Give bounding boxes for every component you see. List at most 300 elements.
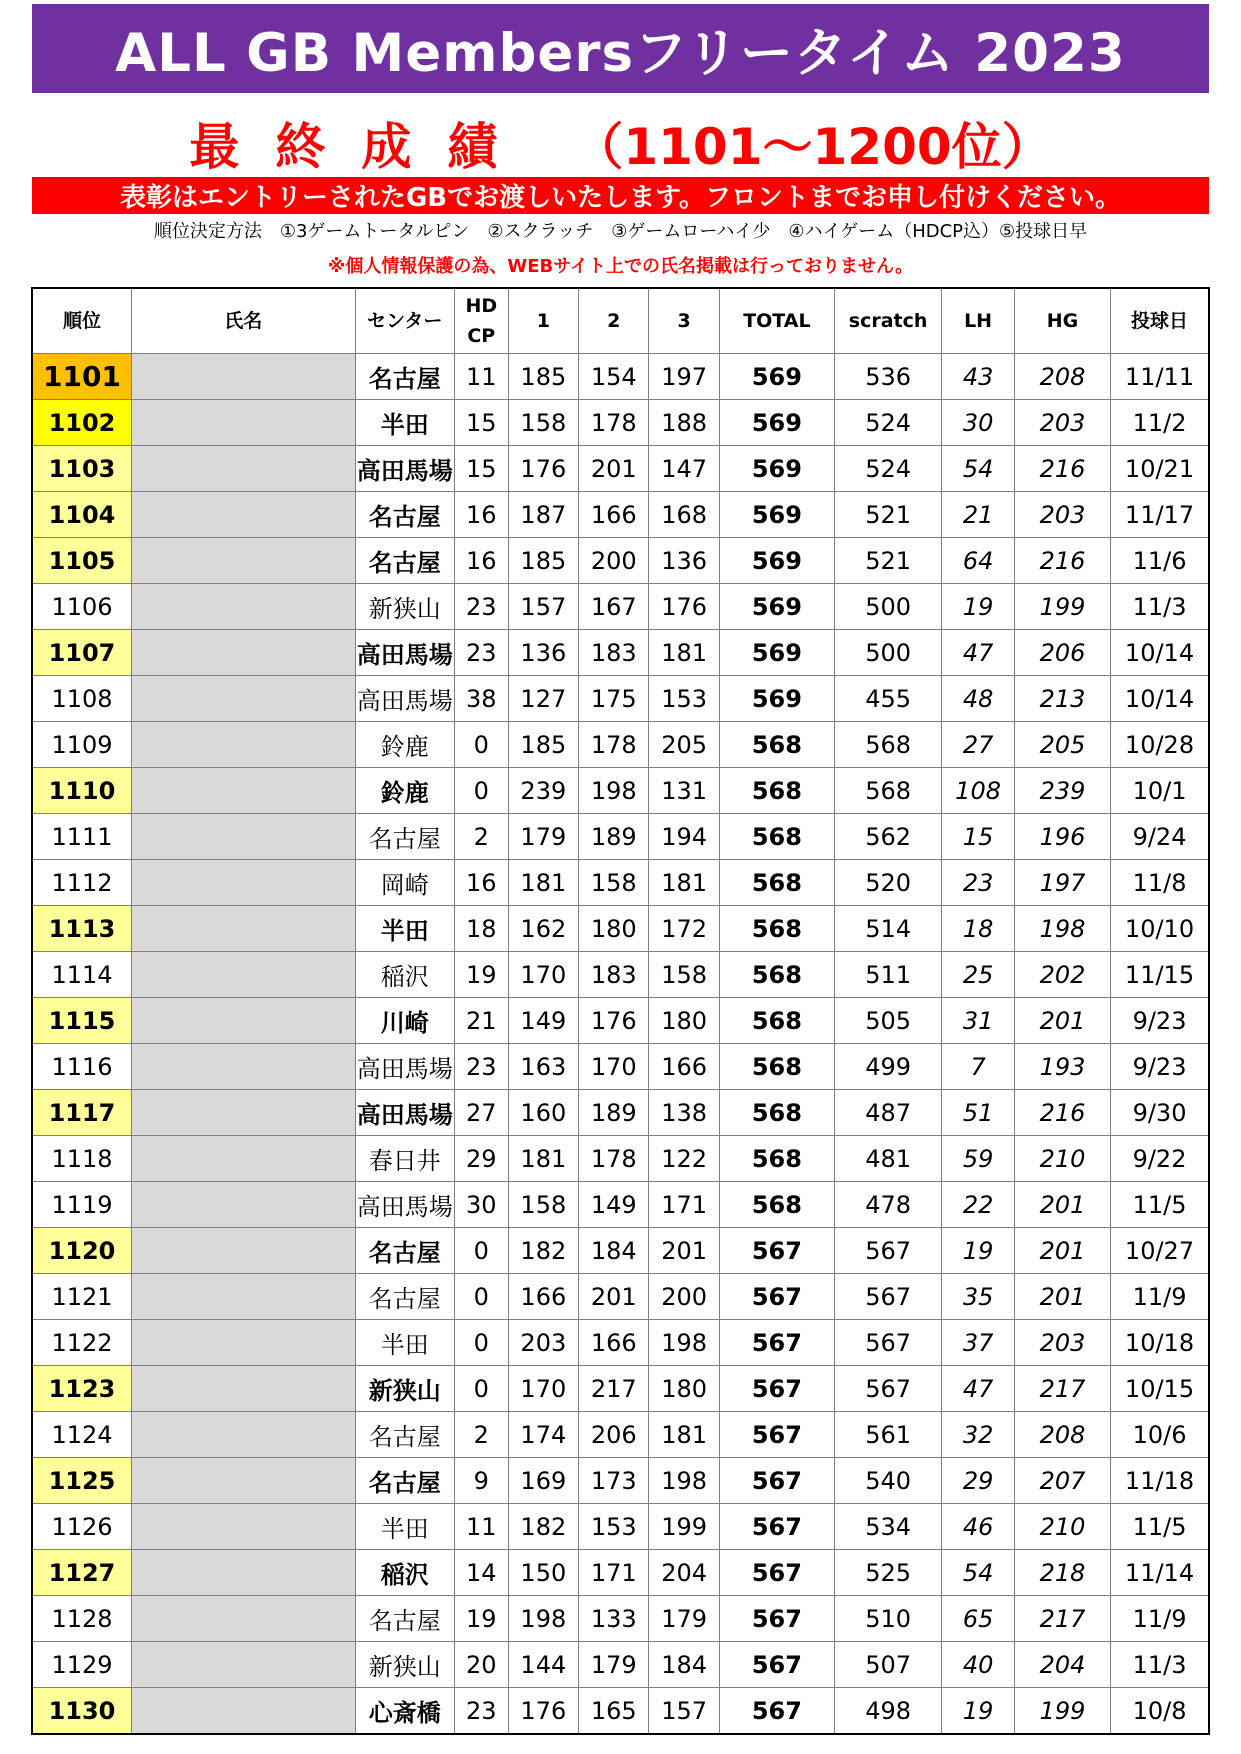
low-high-cell: 43 (942, 354, 1015, 400)
total-cell: 568 (719, 906, 834, 952)
low-high-cell: 18 (942, 906, 1015, 952)
col-header-total: TOTAL (719, 288, 834, 354)
table-row (32, 1550, 1209, 1596)
play-date-cell: 9/24 (1111, 814, 1209, 860)
table-row (32, 446, 1209, 492)
col-header-rank: 順位 (32, 288, 131, 354)
center-cell: 名古屋 (355, 538, 454, 584)
total-cell: 568 (719, 860, 834, 906)
name-cell-redacted (131, 1550, 355, 1596)
rank-cell: 1125 (32, 1458, 131, 1504)
scratch-cell: 455 (834, 676, 941, 722)
low-high-cell: 59 (942, 1136, 1015, 1182)
name-cell-redacted (131, 1596, 355, 1642)
name-cell-redacted (131, 1090, 355, 1136)
game1-cell: 198 (508, 1596, 578, 1642)
game2-cell: 178 (579, 722, 649, 768)
low-high-cell: 35 (942, 1274, 1015, 1320)
name-cell-redacted (131, 676, 355, 722)
low-high-cell: 29 (942, 1458, 1015, 1504)
scratch-cell: 520 (834, 860, 941, 906)
game3-cell: 194 (649, 814, 719, 860)
rank-cell: 1116 (32, 1044, 131, 1090)
hdcp-cell: 19 (454, 952, 508, 998)
hdcp-cell: 27 (454, 1090, 508, 1136)
low-high-cell: 15 (942, 814, 1015, 860)
game2-cell: 183 (579, 952, 649, 998)
rank-cell: 1104 (32, 492, 131, 538)
table-row (32, 1090, 1209, 1136)
high-game-cell: 210 (1014, 1504, 1110, 1550)
scratch-cell: 568 (834, 722, 941, 768)
table-row (32, 1642, 1209, 1688)
low-high-cell: 37 (942, 1320, 1015, 1366)
rank-cell: 1109 (32, 722, 131, 768)
game3-cell: 168 (649, 492, 719, 538)
table-row (32, 492, 1209, 538)
game3-cell: 180 (649, 998, 719, 1044)
total-cell: 569 (719, 400, 834, 446)
game2-cell: 170 (579, 1044, 649, 1090)
game1-cell: 169 (508, 1458, 578, 1504)
hdcp-cell: 0 (454, 1228, 508, 1274)
game3-cell: 176 (649, 584, 719, 630)
scratch-cell: 510 (834, 1596, 941, 1642)
low-high-cell: 46 (942, 1504, 1015, 1550)
center-cell: 鈴鹿 (355, 768, 454, 814)
rank-cell: 1102 (32, 400, 131, 446)
low-high-cell: 31 (942, 998, 1015, 1044)
total-cell: 567 (719, 1274, 834, 1320)
rank-cell: 1110 (32, 768, 131, 814)
total-cell: 567 (719, 1228, 834, 1274)
hdcp-cell: 16 (454, 492, 508, 538)
game2-cell: 200 (579, 538, 649, 584)
scratch-cell: 500 (834, 584, 941, 630)
results-body (32, 354, 1209, 1735)
high-game-cell: 216 (1014, 446, 1110, 492)
game2-cell: 198 (579, 768, 649, 814)
play-date-cell: 10/28 (1111, 722, 1209, 768)
total-cell: 567 (719, 1320, 834, 1366)
scratch-cell: 505 (834, 998, 941, 1044)
scratch-cell: 524 (834, 400, 941, 446)
game2-cell: 175 (579, 676, 649, 722)
high-game-cell: 201 (1014, 1274, 1110, 1320)
total-cell: 567 (719, 1366, 834, 1412)
game3-cell: 179 (649, 1596, 719, 1642)
low-high-cell: 25 (942, 952, 1015, 998)
scratch-cell: 487 (834, 1090, 941, 1136)
low-high-cell: 19 (942, 584, 1015, 630)
game2-cell: 178 (579, 400, 649, 446)
low-high-cell: 30 (942, 400, 1015, 446)
game3-cell: 197 (649, 354, 719, 400)
scratch-cell: 521 (834, 492, 941, 538)
center-cell: 高田馬場 (355, 676, 454, 722)
col-header-game1: 1 (508, 288, 578, 354)
high-game-cell: 206 (1014, 630, 1110, 676)
game1-cell: 181 (508, 1136, 578, 1182)
high-game-cell: 208 (1014, 354, 1110, 400)
game3-cell: 198 (649, 1458, 719, 1504)
game3-cell: 136 (649, 538, 719, 584)
center-cell: 名古屋 (355, 814, 454, 860)
name-cell-redacted (131, 400, 355, 446)
game3-cell: 157 (649, 1688, 719, 1735)
hdcp-cell: 20 (454, 1642, 508, 1688)
low-high-cell: 19 (942, 1688, 1015, 1735)
total-cell: 569 (719, 354, 834, 400)
game2-cell: 167 (579, 584, 649, 630)
total-cell: 568 (719, 1090, 834, 1136)
hdcp-cell: 21 (454, 998, 508, 1044)
game1-cell: 185 (508, 354, 578, 400)
hdcp-cell: 16 (454, 860, 508, 906)
hdcp-cell: 0 (454, 1274, 508, 1320)
privacy-notice: ※個人情報保護の為、WEBサイト上での氏名掲載は行っておりません。 (327, 256, 914, 277)
scratch-cell: 481 (834, 1136, 941, 1182)
game3-cell: 205 (649, 722, 719, 768)
total-cell: 569 (719, 446, 834, 492)
game2-cell: 166 (579, 1320, 649, 1366)
high-game-cell: 210 (1014, 1136, 1110, 1182)
name-cell-redacted (131, 814, 355, 860)
col-header-game3: 3 (649, 288, 719, 354)
name-cell-redacted (131, 722, 355, 768)
game3-cell: 172 (649, 906, 719, 952)
play-date-cell: 11/9 (1111, 1274, 1209, 1320)
game1-cell: 166 (508, 1274, 578, 1320)
name-cell-redacted (131, 446, 355, 492)
high-game-cell: 217 (1014, 1366, 1110, 1412)
name-cell-redacted (131, 630, 355, 676)
game1-cell: 150 (508, 1550, 578, 1596)
name-cell-redacted (131, 492, 355, 538)
center-cell: 心斎橋 (355, 1688, 454, 1735)
game3-cell: 122 (649, 1136, 719, 1182)
col-header-hdcp (454, 288, 508, 354)
total-cell: 567 (719, 1596, 834, 1642)
scratch-cell: 514 (834, 906, 941, 952)
total-cell: 567 (719, 1550, 834, 1596)
center-cell: 川崎 (355, 998, 454, 1044)
game3-cell: 201 (649, 1228, 719, 1274)
rank-cell: 1101 (32, 354, 131, 400)
scratch-cell: 534 (834, 1504, 941, 1550)
low-high-cell: 54 (942, 446, 1015, 492)
high-game-cell: 216 (1014, 538, 1110, 584)
game1-cell: 185 (508, 538, 578, 584)
high-game-cell: 217 (1014, 1596, 1110, 1642)
rank-cell: 1119 (32, 1182, 131, 1228)
game1-cell: 170 (508, 1366, 578, 1412)
rank-cell: 1117 (32, 1090, 131, 1136)
total-cell: 567 (719, 1688, 834, 1735)
play-date-cell: 11/14 (1111, 1550, 1209, 1596)
play-date-cell: 11/8 (1111, 860, 1209, 906)
play-date-cell: 10/15 (1111, 1366, 1209, 1412)
game3-cell: 171 (649, 1182, 719, 1228)
play-date-cell: 9/23 (1111, 998, 1209, 1044)
game1-cell: 163 (508, 1044, 578, 1090)
center-cell: 新狭山 (355, 1366, 454, 1412)
game2-cell: 217 (579, 1366, 649, 1412)
table-row (32, 538, 1209, 584)
play-date-cell: 11/5 (1111, 1504, 1209, 1550)
hdcp-cell: 16 (454, 538, 508, 584)
game3-cell: 204 (649, 1550, 719, 1596)
col-header-game2: 2 (579, 288, 649, 354)
scratch-cell: 478 (834, 1182, 941, 1228)
game1-cell: 158 (508, 1182, 578, 1228)
game2-cell: 179 (579, 1642, 649, 1688)
low-high-cell: 48 (942, 676, 1015, 722)
game2-cell: 154 (579, 354, 649, 400)
table-row (32, 1596, 1209, 1642)
play-date-cell: 11/2 (1111, 400, 1209, 446)
game1-cell: 203 (508, 1320, 578, 1366)
center-cell: 名古屋 (355, 1596, 454, 1642)
low-high-cell: 21 (942, 492, 1015, 538)
rank-cell: 1127 (32, 1550, 131, 1596)
center-cell: 高田馬場 (355, 1090, 454, 1136)
name-cell-redacted (131, 1642, 355, 1688)
play-date-cell: 11/9 (1111, 1596, 1209, 1642)
total-cell: 567 (719, 1458, 834, 1504)
game2-cell: 149 (579, 1182, 649, 1228)
game2-cell: 178 (579, 1136, 649, 1182)
game2-cell: 158 (579, 860, 649, 906)
total-cell: 568 (719, 768, 834, 814)
scratch-cell: 511 (834, 952, 941, 998)
game2-cell: 176 (579, 998, 649, 1044)
table-row (32, 768, 1209, 814)
name-cell-redacted (131, 1274, 355, 1320)
total-cell: 568 (719, 1182, 834, 1228)
low-high-cell: 40 (942, 1642, 1015, 1688)
rank-cell: 1129 (32, 1642, 131, 1688)
game2-cell: 201 (579, 446, 649, 492)
table-row (32, 1274, 1209, 1320)
name-cell-redacted (131, 1366, 355, 1412)
high-game-cell: 198 (1014, 906, 1110, 952)
high-game-cell: 196 (1014, 814, 1110, 860)
high-game-cell: 207 (1014, 1458, 1110, 1504)
scratch-cell: 567 (834, 1274, 941, 1320)
center-cell: 高田馬場 (355, 446, 454, 492)
hdcp-cell: 11 (454, 354, 508, 400)
game1-cell: 157 (508, 584, 578, 630)
table-row (32, 952, 1209, 998)
hdcp-cell: 23 (454, 630, 508, 676)
game1-cell: 127 (508, 676, 578, 722)
name-cell-redacted (131, 1228, 355, 1274)
headline-final-results: 最終成績 (189, 118, 534, 176)
col-header-name: 氏名 (131, 288, 355, 354)
table-row (32, 860, 1209, 906)
headline-rank-range: （1101～1200位） (573, 118, 1052, 176)
center-cell: 春日井 (355, 1136, 454, 1182)
play-date-cell: 11/17 (1111, 492, 1209, 538)
hdcp-cell: 18 (454, 906, 508, 952)
game3-cell: 198 (649, 1320, 719, 1366)
game3-cell: 181 (649, 630, 719, 676)
game1-cell: 162 (508, 906, 578, 952)
hdcp-cell: 9 (454, 1458, 508, 1504)
game1-cell: 174 (508, 1412, 578, 1458)
center-cell: 岡崎 (355, 860, 454, 906)
hdcp-cell: 19 (454, 1596, 508, 1642)
center-cell: 名古屋 (355, 1228, 454, 1274)
high-game-cell: 201 (1014, 998, 1110, 1044)
rank-cell: 1103 (32, 446, 131, 492)
table-row (32, 1182, 1209, 1228)
total-cell: 568 (719, 1044, 834, 1090)
total-cell: 567 (719, 1412, 834, 1458)
hdcp-cell: 23 (454, 584, 508, 630)
low-high-cell: 7 (942, 1044, 1015, 1090)
play-date-cell: 11/5 (1111, 1182, 1209, 1228)
center-cell: 名古屋 (355, 492, 454, 538)
col-header-center: センター (355, 288, 454, 354)
low-high-cell: 64 (942, 538, 1015, 584)
game2-cell: 184 (579, 1228, 649, 1274)
table-row (32, 1044, 1209, 1090)
game1-cell: 181 (508, 860, 578, 906)
scratch-cell: 562 (834, 814, 941, 860)
table-row (32, 1228, 1209, 1274)
low-high-cell: 108 (942, 768, 1015, 814)
scratch-cell: 524 (834, 446, 941, 492)
rank-cell: 1112 (32, 860, 131, 906)
rank-cell: 1115 (32, 998, 131, 1044)
game3-cell: 184 (649, 1642, 719, 1688)
game1-cell: 185 (508, 722, 578, 768)
scratch-cell: 567 (834, 1228, 941, 1274)
hdcp-cell: 2 (454, 1412, 508, 1458)
play-date-cell: 10/8 (1111, 1688, 1209, 1735)
low-high-cell: 54 (942, 1550, 1015, 1596)
rank-cell: 1120 (32, 1228, 131, 1274)
hdcp-cell: 29 (454, 1136, 508, 1182)
table-row (32, 584, 1209, 630)
total-cell: 567 (719, 1642, 834, 1688)
play-date-cell: 10/21 (1111, 446, 1209, 492)
game3-cell: 153 (649, 676, 719, 722)
high-game-cell: 204 (1014, 1642, 1110, 1688)
table-row (32, 814, 1209, 860)
game1-cell: 136 (508, 630, 578, 676)
name-cell-redacted (131, 354, 355, 400)
high-game-cell: 208 (1014, 1412, 1110, 1458)
play-date-cell: 9/22 (1111, 1136, 1209, 1182)
low-high-cell: 47 (942, 1366, 1015, 1412)
hdcp-cell: 30 (454, 1182, 508, 1228)
hdcp-cell: 38 (454, 676, 508, 722)
center-cell: 高田馬場 (355, 630, 454, 676)
game3-cell: 138 (649, 1090, 719, 1136)
high-game-cell: 203 (1014, 1320, 1110, 1366)
game2-cell: 173 (579, 1458, 649, 1504)
col-header-hdcp-line1: HD (465, 295, 498, 317)
game2-cell: 171 (579, 1550, 649, 1596)
rank-cell: 1121 (32, 1274, 131, 1320)
play-date-cell: 10/18 (1111, 1320, 1209, 1366)
name-cell-redacted (131, 1688, 355, 1735)
play-date-cell: 11/11 (1111, 354, 1209, 400)
game1-cell: 179 (508, 814, 578, 860)
hdcp-cell: 23 (454, 1688, 508, 1735)
results-headline (32, 110, 1209, 176)
high-game-cell: 199 (1014, 584, 1110, 630)
total-cell: 569 (719, 492, 834, 538)
game1-cell: 149 (508, 998, 578, 1044)
col-header-hg: HG (1014, 288, 1110, 354)
game3-cell: 158 (649, 952, 719, 998)
scratch-cell: 536 (834, 354, 941, 400)
rank-cell: 1113 (32, 906, 131, 952)
results-table (31, 287, 1210, 1735)
rank-cell: 1130 (32, 1688, 131, 1735)
scratch-cell: 540 (834, 1458, 941, 1504)
hdcp-cell: 15 (454, 446, 508, 492)
center-cell: 名古屋 (355, 1412, 454, 1458)
game2-cell: 153 (579, 1504, 649, 1550)
play-date-cell: 11/15 (1111, 952, 1209, 998)
center-cell: 名古屋 (355, 1274, 454, 1320)
rank-cell: 1124 (32, 1412, 131, 1458)
low-high-cell: 65 (942, 1596, 1015, 1642)
rank-cell: 1123 (32, 1366, 131, 1412)
table-row (32, 906, 1209, 952)
play-date-cell: 10/10 (1111, 906, 1209, 952)
low-high-cell: 19 (942, 1228, 1015, 1274)
play-date-cell: 10/6 (1111, 1412, 1209, 1458)
high-game-cell: 201 (1014, 1228, 1110, 1274)
total-cell: 568 (719, 1136, 834, 1182)
low-high-cell: 32 (942, 1412, 1015, 1458)
name-cell-redacted (131, 1412, 355, 1458)
game1-cell: 160 (508, 1090, 578, 1136)
center-cell: 名古屋 (355, 1458, 454, 1504)
name-cell-redacted (131, 538, 355, 584)
play-date-cell: 9/30 (1111, 1090, 1209, 1136)
game2-cell: 166 (579, 492, 649, 538)
scratch-cell: 561 (834, 1412, 941, 1458)
center-cell: 半田 (355, 906, 454, 952)
rank-cell: 1122 (32, 1320, 131, 1366)
col-header-date: 投球日 (1111, 288, 1209, 354)
game1-cell: 158 (508, 400, 578, 446)
center-cell: 半田 (355, 1320, 454, 1366)
play-date-cell: 11/3 (1111, 1642, 1209, 1688)
scratch-cell: 521 (834, 538, 941, 584)
scratch-cell: 507 (834, 1642, 941, 1688)
game2-cell: 180 (579, 906, 649, 952)
name-cell-redacted (131, 1044, 355, 1090)
total-cell: 569 (719, 630, 834, 676)
game1-cell: 170 (508, 952, 578, 998)
game1-cell: 239 (508, 768, 578, 814)
table-row (32, 998, 1209, 1044)
game3-cell: 181 (649, 1412, 719, 1458)
total-cell: 569 (719, 676, 834, 722)
rank-cell: 1105 (32, 538, 131, 584)
center-cell: 高田馬場 (355, 1044, 454, 1090)
high-game-cell: 197 (1014, 860, 1110, 906)
hdcp-cell: 15 (454, 400, 508, 446)
